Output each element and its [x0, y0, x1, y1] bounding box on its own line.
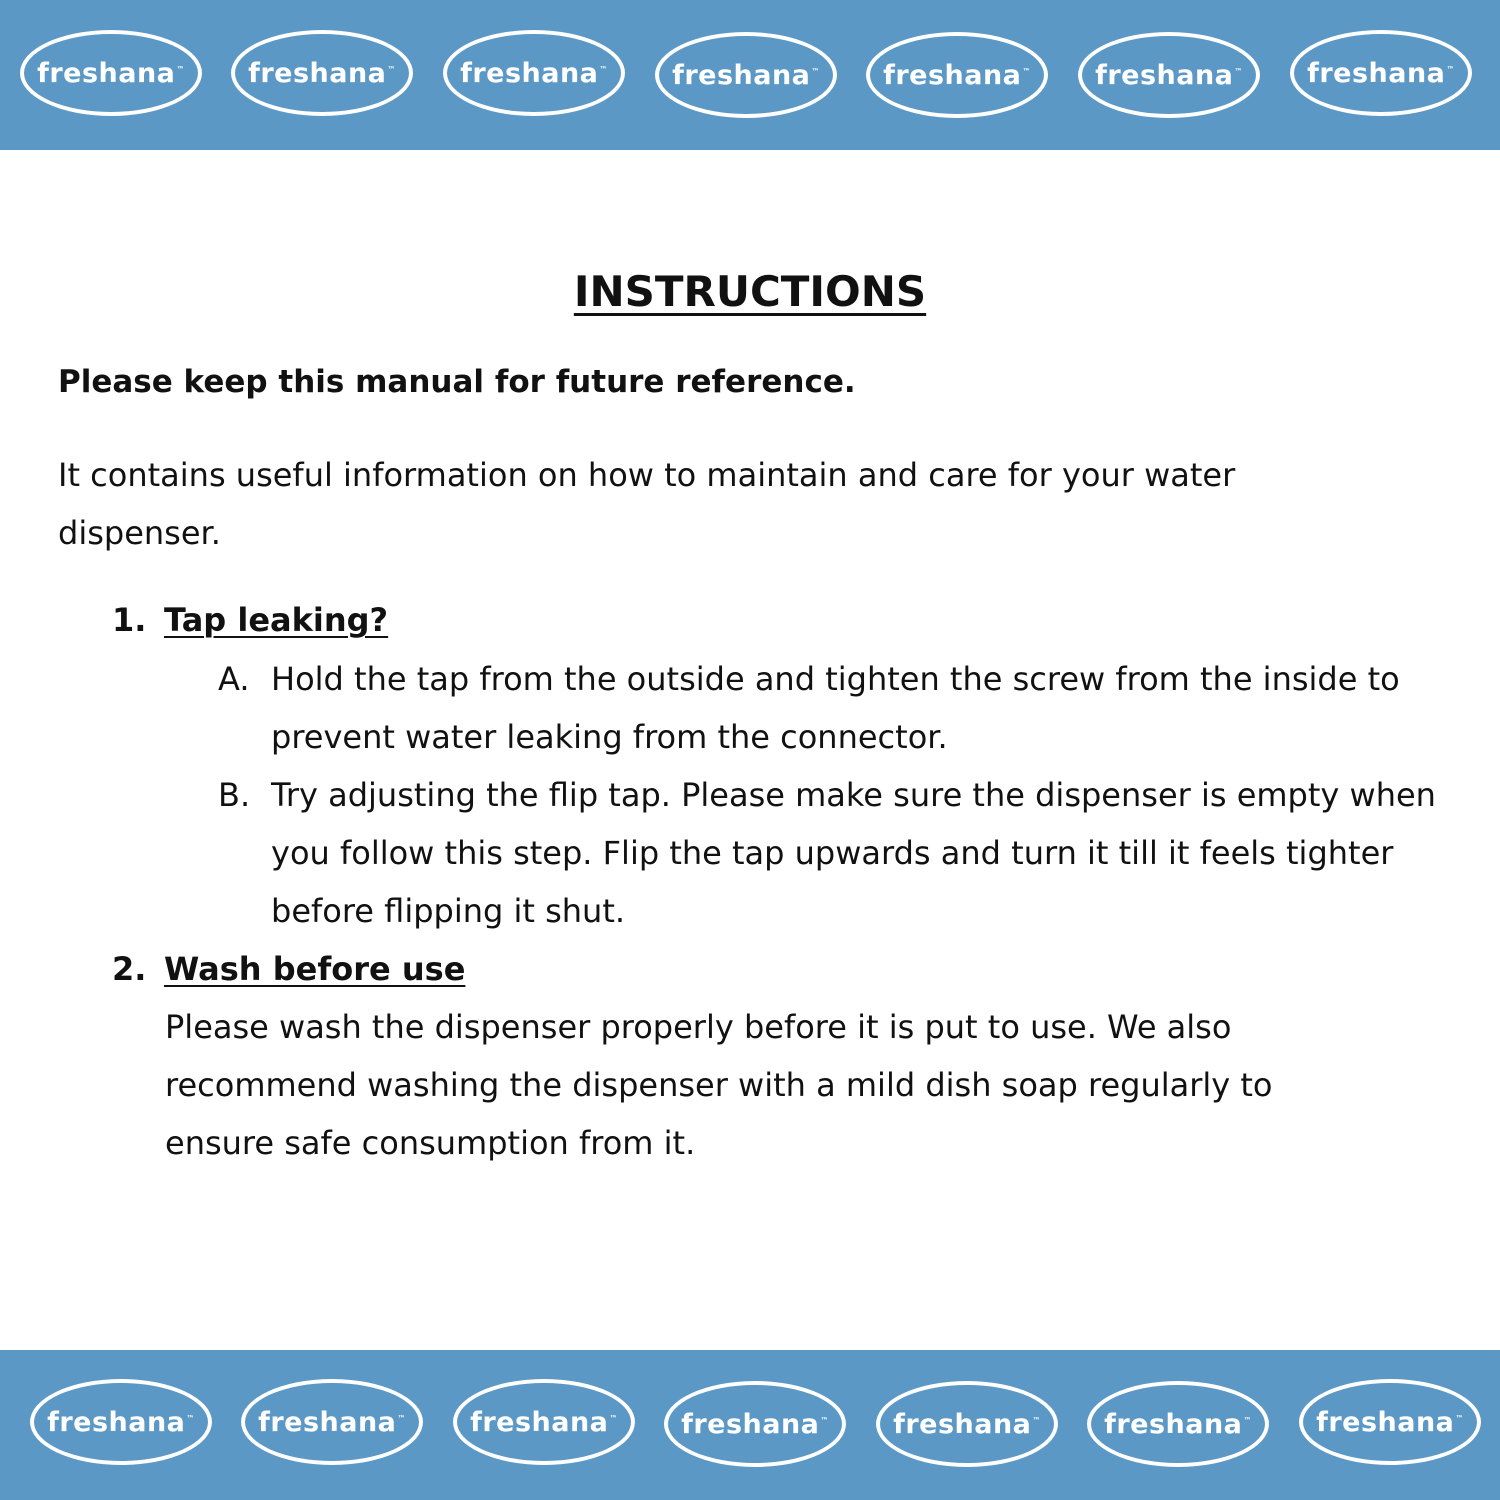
item-heading: Wash before use — [164, 950, 466, 988]
subitem-letter: A. — [218, 660, 250, 698]
item-number: 1. — [112, 601, 147, 639]
item-number: 2. — [112, 950, 147, 988]
intro-paragraph: It contains useful information on how to maintain and care for your water dispenser. — [58, 456, 1236, 552]
freshana-logo: freshana™ — [1087, 1381, 1269, 1467]
page-title: INSTRUCTIONS — [573, 267, 927, 316]
freshana-logo: freshana™ — [241, 1379, 423, 1465]
freshana-logo: freshana™ — [443, 30, 625, 116]
freshana-logo: freshana™ — [20, 30, 202, 116]
keep-manual-notice: Please keep this manual for future reference. — [58, 364, 856, 400]
freshana-logo: freshana™ — [664, 1381, 846, 1467]
subitem-b — [218, 766, 1448, 940]
freshana-logo: freshana™ — [231, 30, 413, 116]
instructions-content — [0, 150, 1500, 1350]
freshana-logo: freshana™ — [655, 32, 837, 118]
instruction-item-2 — [112, 940, 465, 998]
freshana-logo: freshana™ — [30, 1379, 212, 1465]
top-brand-banner — [0, 0, 1500, 150]
freshana-logo: freshana™ — [866, 32, 1048, 118]
freshana-logo: freshana™ — [876, 1381, 1058, 1467]
instruction-item-1 — [112, 591, 388, 649]
wash-paragraph: Please wash the dispenser properly before it is put to use. We also recommend washing the dispenser with a mild dish soap regularly to ensure safe consumption from it. — [165, 1008, 1273, 1162]
subitem-text: Hold the tap from the outside and tighten the screw from the inside to prevent water leaking from the connector. — [271, 660, 1400, 756]
freshana-logo: freshana™ — [1078, 32, 1260, 118]
freshana-logo: freshana™ — [1290, 30, 1472, 116]
subitem-text: Try adjusting the flip tap. Please make sure the dispenser is empty when you follow this step. Flip the tap upwards and turn it till it feels tighter before flipping it shut. — [271, 776, 1436, 930]
bottom-brand-banner — [0, 1350, 1500, 1500]
item-heading: Tap leaking? — [164, 601, 389, 639]
subitem-letter: B. — [218, 776, 251, 814]
subitem-a — [218, 650, 1448, 766]
freshana-logo: freshana™ — [1299, 1379, 1481, 1465]
freshana-logo: freshana™ — [453, 1379, 635, 1465]
